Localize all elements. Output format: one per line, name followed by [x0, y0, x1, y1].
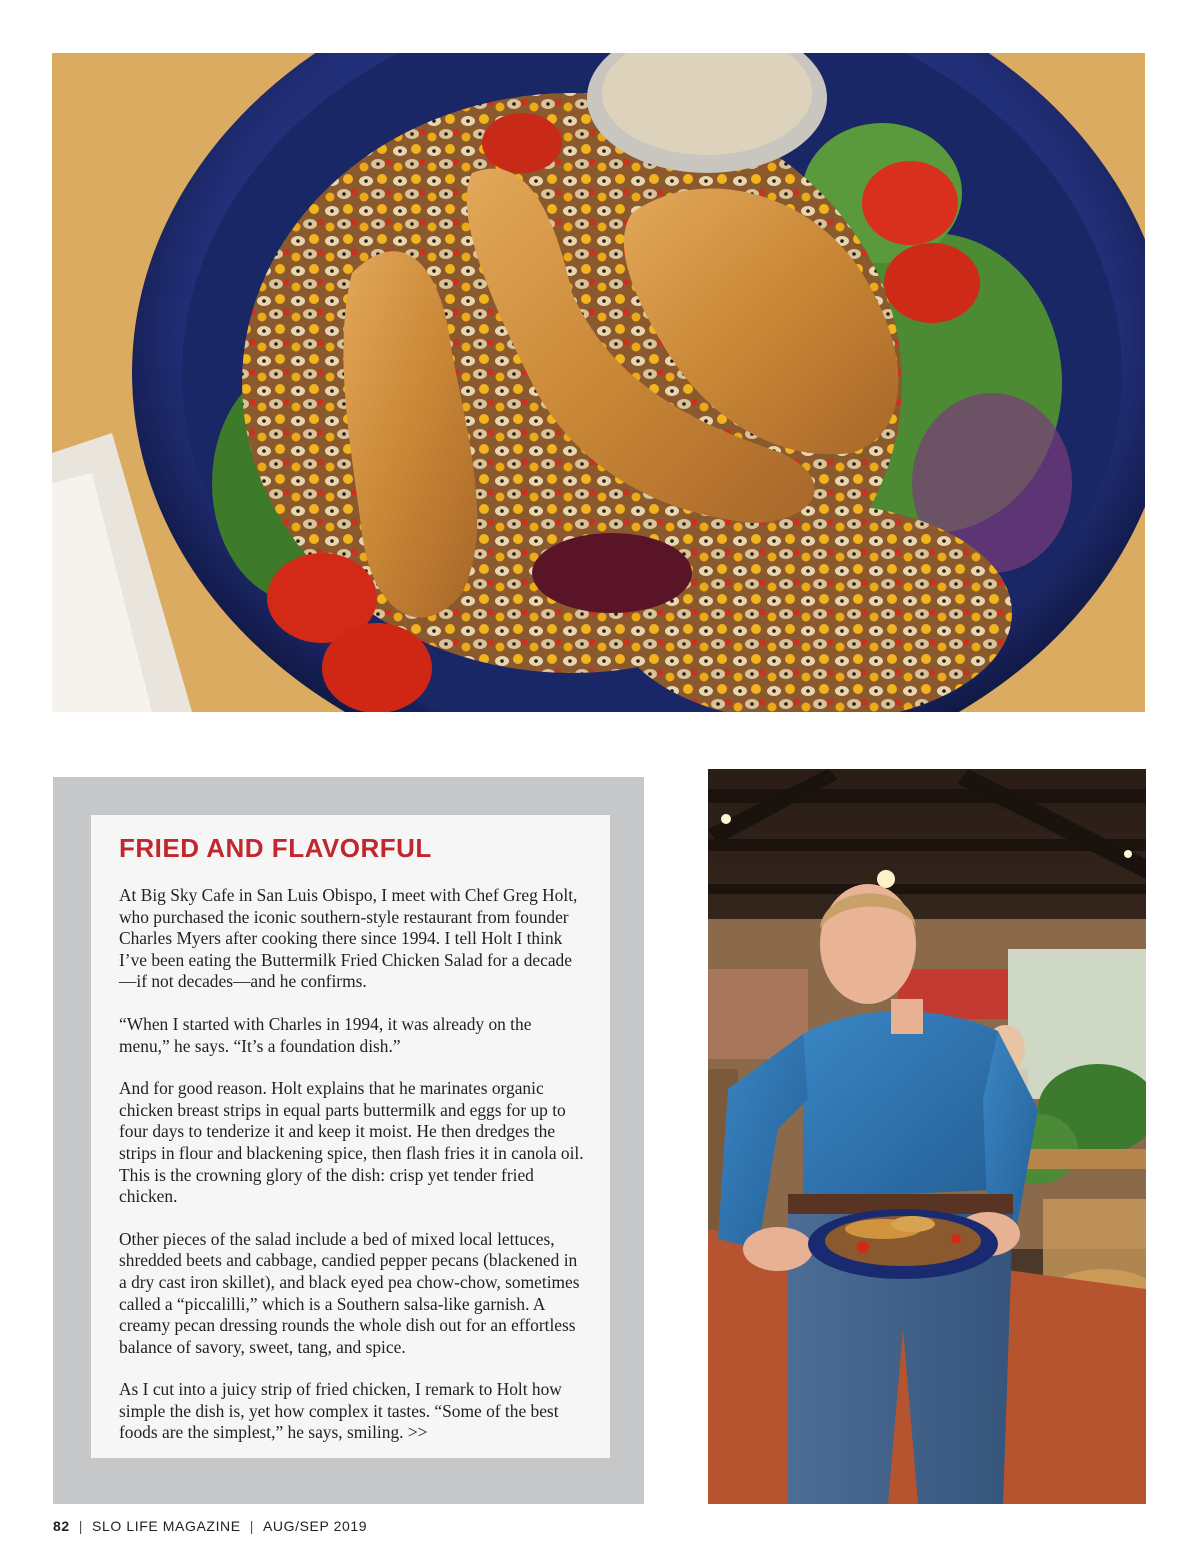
salad-illustration: [52, 53, 1145, 712]
article-headline: FRIED AND FLAVORFUL: [119, 833, 432, 863]
publication-name: SLO LIFE MAGAZINE: [92, 1518, 241, 1534]
sidebar-panel: [91, 815, 610, 1458]
article-paragraph: Other pieces of the salad include a bed of mixed local lettuces, shredded beets and cabbage, candied pepper pecans (blackened in a dry cast iron skillet), and black eyed pea chow-chow, sometimes called a “piccalilli,” which is a Southern salsa-like garnish. A creamy pecan dressing rounds the whole dish out for an effortless balance of savory, sweet, tang, and spice.: [119, 1228, 580, 1357]
footer-separator: |: [249, 1518, 254, 1534]
article-paragraph: And for good reason. Holt explains that he marinates organic chicken breast strips in equal parts buttermilk and eggs for up to four days to tenderize it and keep it moist. He then dredges the strips in flour and blackening spice, then flash fries it in canola oil. This is the crowning glory of the dish: crisp yet tender fried chicken.: [119, 1078, 584, 1207]
sidebar-frame: [53, 777, 644, 1504]
footer-separator: |: [78, 1518, 84, 1534]
salad-photo: [52, 53, 1145, 712]
issue-date: AUG/SEP 2019: [262, 1518, 368, 1534]
page-number: 82: [53, 1518, 70, 1534]
chef-illustration: [708, 769, 1146, 1504]
article-paragraph: At Big Sky Cafe in San Luis Obispo, I meet with Chef Greg Holt, who purchased the iconic southern-style restaurant from founder Charles Myers after cooking there since 1994. I tell Holt I think I’ve been eating the Buttermilk Fried Chicken Salad for a decade—if not decades—and he confirms.: [119, 885, 578, 992]
page-footer: [53, 1518, 367, 1538]
article-paragraph: “When I started with Charles in 1994, it was already on the menu,” he says. “It’s a foundation dish.”: [119, 1013, 532, 1056]
chef-photo: [708, 769, 1146, 1504]
article-paragraph: As I cut into a juicy strip of fried chicken, I remark to Holt how simple the dish is, yet how complex it tastes. “Some of the best foods are the simplest,” he says, smiling. >>: [119, 1379, 562, 1443]
